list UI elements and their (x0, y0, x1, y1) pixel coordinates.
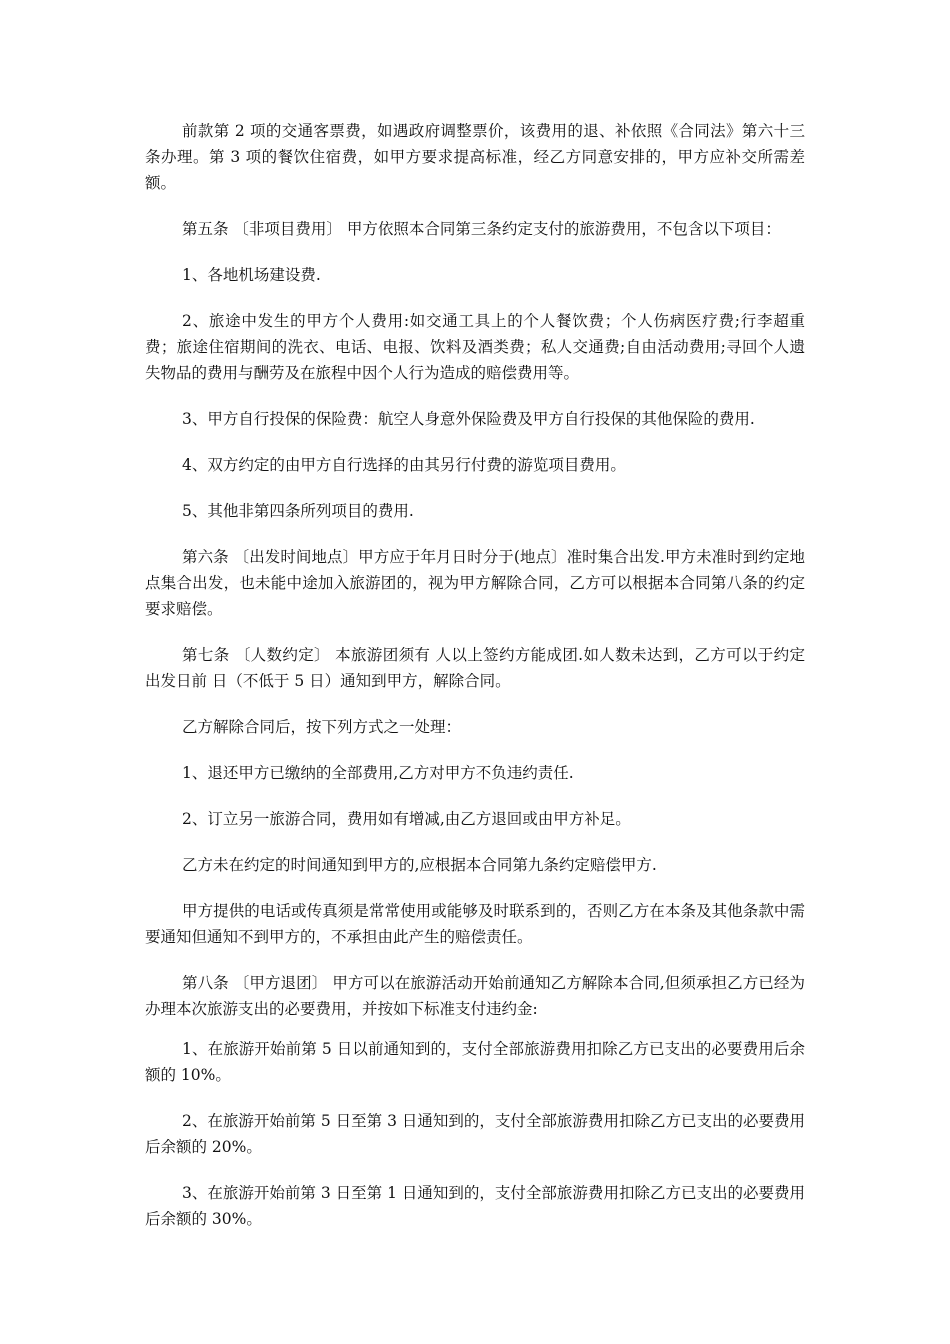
paragraph-ticket-fees: 前款第 2 项的交通客票费，如遇政府调整票价，该费用的退、补依照《合同法》第六十三条办理。第 3 项的餐饮住宿费，如甲方要求提高标准，经乙方同意安排的，甲方应补交所需差额。 (145, 122, 805, 192)
paragraph-penalty-20: 2、在旅游开始前第 5 日至第 3 日通知到的，支付全部旅游费用扣除乙方已支出的必要费用后余额的 20%。 (145, 1112, 805, 1156)
paragraph-penalty-10: 1、在旅游开始前第 5 日以前通知到的，支付全部旅游费用扣除乙方已支出的必要费用后余额的 10%。 (145, 1040, 805, 1084)
paragraph-contact-info: 甲方提供的电话或传真须是常常使用或能够及时联系到的，否则乙方在本条及其他条款中需要通知但通知不到甲方的，不承担由此产生的赔偿责任。 (145, 902, 805, 946)
paragraph-item-5-other-fees: 5、其他非第四条所列项目的费用. (182, 502, 414, 520)
paragraph-item-2-personal-fees: 2、旅途中发生的甲方个人费用:如交通工具上的个人餐饮费；个人伤病医疗费;行李超重费；旅途住宿期间的洗衣、电话、电报、饮料及酒类费；私人交通费;自由活动费用;寻回个人遗失物品的费用与酬劳及在旅程中因个人行为造成的赔偿费用等。 (145, 312, 805, 382)
paragraph-item-4-optional-tours: 4、双方约定的由甲方自行选择的由其另行付费的游览项目费用。 (182, 456, 626, 474)
paragraph-after-termination: 乙方解除合同后，按下列方式之一处理： (182, 718, 462, 736)
paragraph-penalty-30: 3、在旅游开始前第 3 日至第 1 日通知到的，支付全部旅游费用扣除乙方已支出的必要费用后余额的 30%。 (145, 1184, 805, 1228)
paragraph-item-1-airport-fee: 1、各地机场建设费. (182, 266, 321, 284)
paragraph-option-1-refund: 1、退还甲方已缴纳的全部费用,乙方对甲方不负违约责任. (182, 764, 574, 782)
paragraph-late-notice: 乙方未在约定的时间通知到甲方的,应根据本合同第九条约定赔偿甲方. (182, 856, 657, 874)
paragraph-item-3-insurance: 3、甲方自行投保的保险费：航空人身意外保险费及甲方自行投保的其他保险的费用. (182, 410, 755, 428)
document-body (145, 118, 805, 1232)
paragraph-option-2-new-contract: 2、订立另一旅游合同，费用如有增减,由乙方退回或由甲方补足。 (182, 810, 631, 828)
paragraph-article-6-departure: 第六条 〔出发时间地点〕甲方应于年月日时分于(地点〕准时集合出发.甲方未准时到约定地点集合出发，也未能中途加入旅游团的，视为甲方解除合同，乙方可以根据本合同第八条的约定要求赔偿。 (145, 548, 805, 618)
paragraph-article-7-group-size: 第七条 〔人数约定〕 本旅游团须有 人以上签约方能成团.如人数未达到，乙方可以于约定出发日前 日（不低于 5 日）通知到甲方，解除合同。 (145, 646, 805, 690)
paragraph-article-8-withdrawal: 第八条 〔甲方退团〕 甲方可以在旅游活动开始前通知乙方解除本合同,但须承担乙方已经为办理本次旅游支出的必要费用，并按如下标准支付违约金: (145, 974, 805, 1018)
paragraph-article-5-heading: 第五条 〔非项目费用〕 甲方依照本合同第三条约定支付的旅游费用，不包含以下项目： (182, 220, 781, 238)
